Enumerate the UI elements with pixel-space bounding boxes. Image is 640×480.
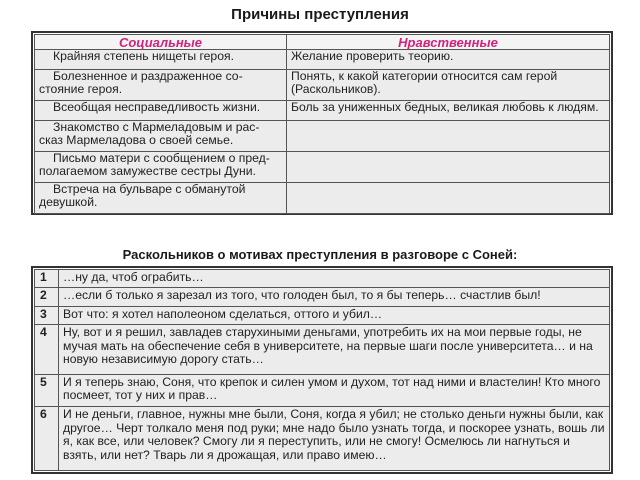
motives-title: Раскольников о мотивах преступления в разговоре с Соней: <box>122 247 518 262</box>
table-row <box>35 407 610 471</box>
moral-cause: Понять, к какой категории относится сам герой (Раскольников). <box>287 70 610 101</box>
row-number: 5 <box>35 374 59 407</box>
table-row <box>35 270 610 288</box>
moral-cause <box>287 121 610 152</box>
quote-text: Вот что: я хотел наполеоном сделаться, оттого и убил… <box>59 306 610 324</box>
row-number: 2 <box>35 288 59 306</box>
row-number: 4 <box>35 325 59 374</box>
social-cause: Всеобщая несправедливость жизни. <box>35 101 287 121</box>
causes-table <box>34 34 610 214</box>
quote-text: Ну, вот и я решил, завладев старухиными деньгами, употребить их на мои первые годы, не мучая мать на обеспечение себя в университете, на первые шаги после университета… и на новую независимую дорогу стать… <box>59 325 610 374</box>
header-moral: Нравственные <box>287 35 610 50</box>
quote-text: …ну да, чтоб ограбить… <box>59 270 610 288</box>
social-cause: Встреча на бульваре с обманутой девушкой. <box>35 183 287 214</box>
table-row <box>35 288 610 306</box>
causes-table-frame <box>31 31 613 215</box>
table-row <box>35 121 610 152</box>
social-cause: Знакомство с Мармеладовым и рас-сказ Мармеладова о своей семье. <box>35 121 287 152</box>
quote-text: И я теперь знаю, Соня, что крепок и силен умом и духом, тот над ними и властелин! Кто много посмеет, тот у них и прав… <box>59 374 610 407</box>
header-social: Социальные <box>35 35 287 50</box>
moral-cause <box>287 183 610 214</box>
table-row <box>35 70 610 101</box>
social-cause: Крайняя степень нищеты героя. <box>35 50 287 70</box>
motives-table-frame <box>31 266 613 474</box>
causes-title: Причины преступления <box>231 6 409 23</box>
table-row <box>35 306 610 324</box>
table-row <box>35 374 610 407</box>
moral-cause: Желание проверить теорию. <box>287 50 610 70</box>
social-cause: Болезненное и раздраженное со-стояние героя. <box>35 70 287 101</box>
row-number: 6 <box>35 407 59 471</box>
row-number: 3 <box>35 306 59 324</box>
table-row <box>35 50 610 70</box>
quote-text: И не деньги, главное, нужны мне были, Соня, когда я убил; не столько деньги нужны были, как другое… Черт толкало меня под руки; мне надо было узнать тогда, и поскорее узнать, вошь ли я, как все, или человек? Смогу ли я переступить, или не смогу! Осмелюсь ли нагнуться и взять, или нет? Тварь ли я дрожащая, или право имею… <box>59 407 610 471</box>
causes-header-row <box>35 35 610 50</box>
moral-cause: Боль за униженных бедных, великая любовь к людям. <box>287 101 610 121</box>
table-row <box>35 183 610 214</box>
moral-cause <box>287 152 610 183</box>
quote-text: …если б только я зарезал из того, что голоден был, то я бы теперь… счастлив был! <box>59 288 610 306</box>
social-cause: Письмо матери с сообщением о пред-полагаемом замужестве сестры Дуни. <box>35 152 287 183</box>
table-row <box>35 152 610 183</box>
motives-table <box>34 269 610 471</box>
table-row <box>35 325 610 374</box>
table-row <box>35 101 610 121</box>
row-number: 1 <box>35 270 59 288</box>
